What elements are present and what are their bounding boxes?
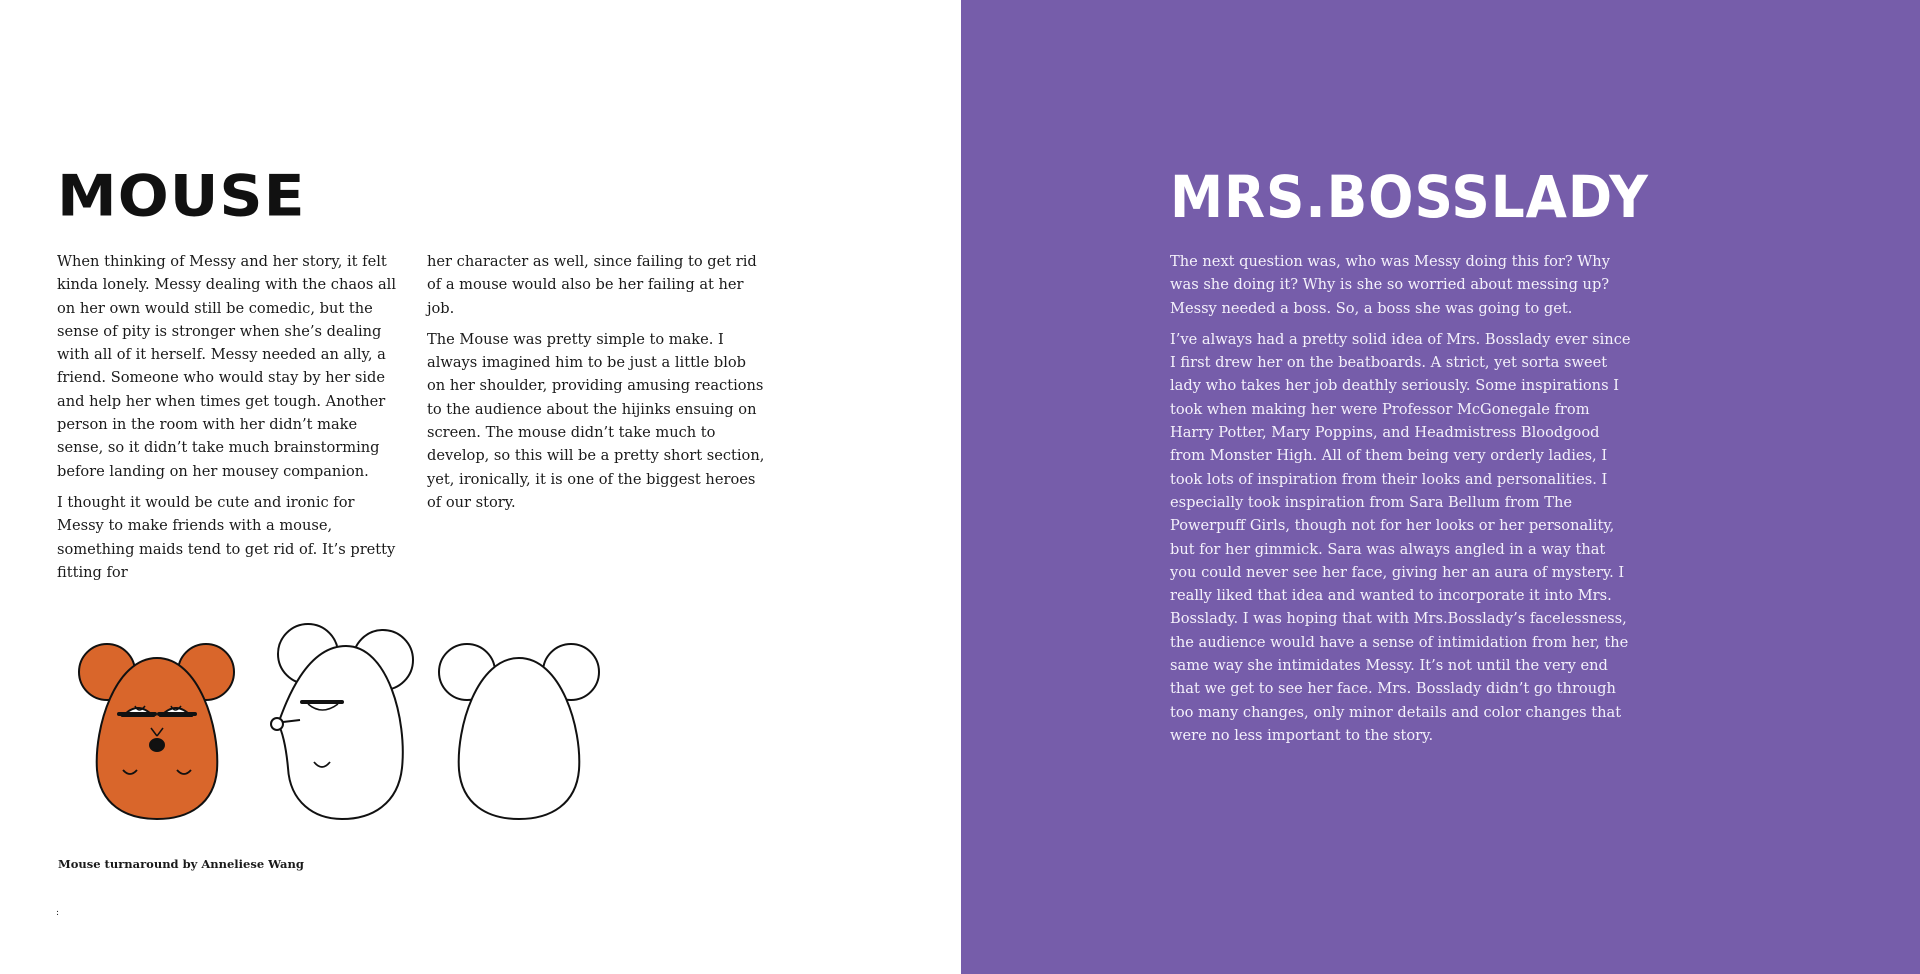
paragraph: I’ve always had a pretty solid idea of Mrs. Bosslady ever since I first drew her on the beatboards. A strict, yet sorta sweet lady who takes her job deathly seriously. Some inspirations I took when making her were Professor McGonegale from Harry Potter, Mary Poppins, and Headmistress Bloodgood from Monster High. All of them being very orderly ladies, I took lots of inspiration from their looks and personalities. I especially took inspiration from Sara Bellum from The Powerpuff Girls, though not for her looks or her personality, but for her gimmick. Sara was always angled in a way that you could never see her face, giving her an aura of mystery. I really liked that idea and wanted to incorporate it into Mrs. Bosslady. I was hoping that with Mrs.Bosslady’s facelessness, the audience would have a sense of intimidation from her, the same way she intimidates Messy. It’s not until the very end that we get to see her face. Mrs. Bosslady didn’t go through too many changes, only minor details and color changes that were no less important to the story. [1170,330,1631,744]
page-title-mrs-bosslady: MRS.BOSSLADY [1170,163,1649,231]
mouse-turnaround-illustration [57,620,617,830]
paragraph: The next question was, who was Messy doing this for? Why was she doing it? Why is she so worried about messing up? Messy needed a boss. So, a boss she was going to get. [1170,253,1610,317]
mouse-back-view-outline-icon [435,620,605,825]
page-title-mouse: MOUSE [57,163,306,230]
text-column-2 [427,250,767,522]
paragraph: her character as well, since failing to get rid of a mouse would also be her failing at her job. [427,253,757,317]
text-column-1 [57,250,397,592]
paragraph: When thinking of Messy and her story, it felt kinda lonely. Messy dealing with the chaos all on her own would still be comedic, but the sense of pity is stronger when she’s dealing with all of it herself. Messy needed an ally, a friend. Someone who would stay by her side and help her when times get tough. Another person in the room with her didn’t make sense, so it didn’t take much brainstorming before landing on her mousey companion. [57,253,396,480]
paragraph: The Mouse was pretty simple to make. I always imagined him to be just a little blob on her shoulder, providing amusing reactions to the audience about the hijinks ensuing on screen. The mouse didn’t take much to develop, so this will be a pretty short section, yet, ironically, it is one of the biggest heroes of our story. [427,330,765,511]
text-column-right [1170,250,1634,755]
paragraph: I thought it would be cute and ironic for Messy to make friends with a mouse, something maids tend to get rid of. It’s pretty fitting for [57,493,396,581]
mouse-front-view-colored-icon [75,620,240,825]
mouse-side-view-outline-icon [264,620,429,825]
page-number: : [56,908,60,918]
right-page [961,0,1920,974]
illustration-caption: Mouse turnaround by Anneliese Wang [58,857,304,871]
